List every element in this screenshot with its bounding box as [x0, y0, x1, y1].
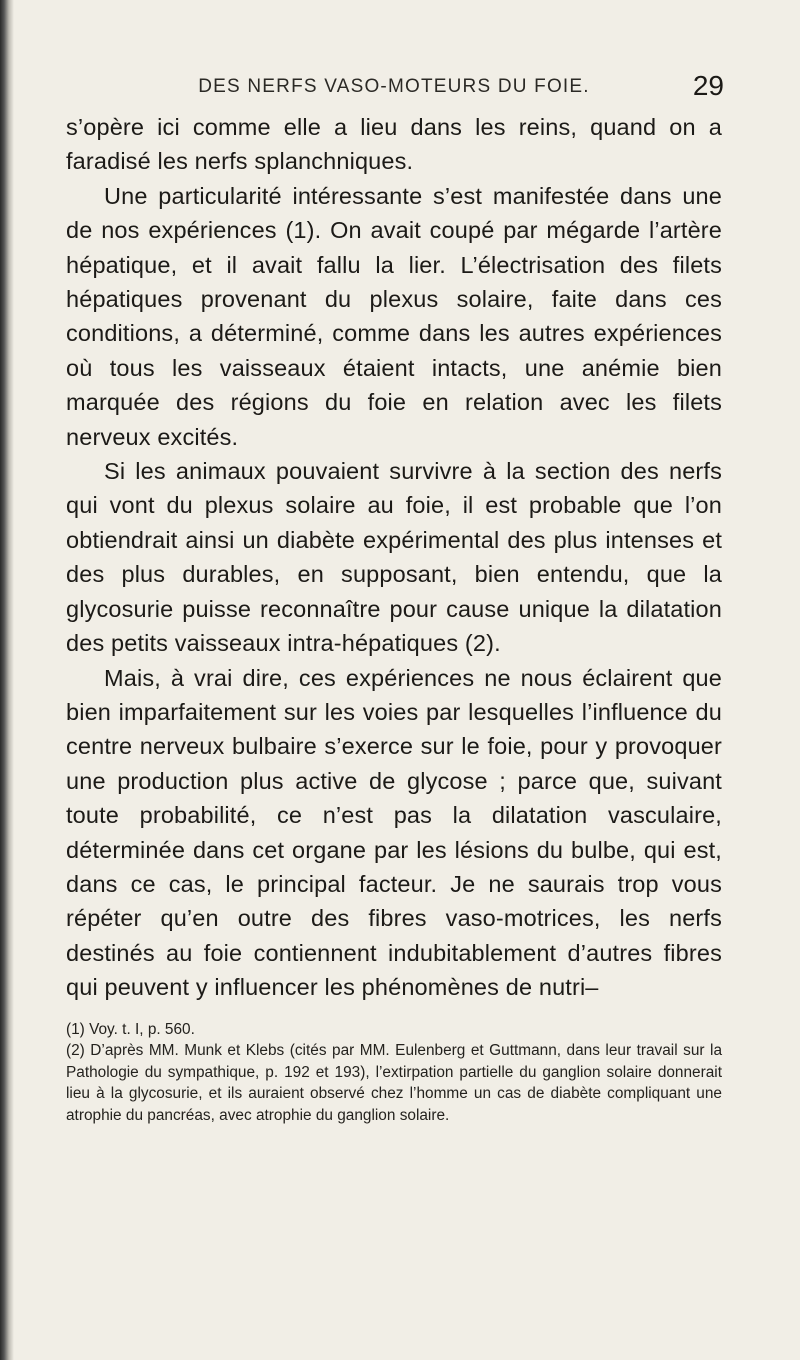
footnote-1: (1) Voy. t. I, p. 560.: [66, 1020, 195, 1038]
running-title: DES NERFS VASO-MOTEURS DU FOIE.: [198, 76, 590, 97]
book-page: [66, 70, 722, 1127]
paragraph: Si les animaux pouvaient survivre à la section des nerfs qui vont du plexus solaire au foie, il est probable que l’on obtiendrait ainsi un diabète expérimental des plus intenses et des plus durables, en supposant, bien entendu, que la glycosurie puisse reconnaître pour cause unique la dilatation des petits vaisseaux intra-hépatiques (2).: [66, 458, 722, 657]
running-head: [66, 70, 722, 110]
footnote-2: (2) D’après MM. Munk et Klebs (cités par MM. Eulenberg et Guttmann, dans leur travail sur la Pathologie du sympathique, p. 192 et 193), l’extirpation partielle du ganglion solaire donnerait lieu à la glycosurie, et ils auraient observé chez l’homme un cas de diabète compliquant une atrophie du pancréas, avec atrophie du ganglion solaire.: [66, 1042, 722, 1124]
paragraph-continuation: s’opère ici comme elle a lieu dans les reins, quand on a faradisé les nerfs splanchniques.: [66, 114, 722, 175]
page-binding-edge: [0, 0, 14, 1360]
main-text: [66, 110, 722, 1005]
paragraph: Une particularité intéressante s’est manifestée dans une de nos expériences (1). On avait coupé par mégarde l’artère hépatique, et il avait fallu la lier. L’électrisation des filets hépatiques provenant du plexus solaire, faite dans ces conditions, a déterminé, comme dans les autres expériences où tous les vaisseaux étaient intacts, une anémie bien marquée des régions du foie en relation avec les filets nerveux excités.: [66, 182, 722, 450]
footnotes: [66, 1019, 722, 1127]
paragraph: Mais, à vrai dire, ces expériences ne nous éclairent que bien imparfaitement sur les voies par lesquelles l’influence du centre nerveux bulbaire s’exerce sur le foie, pour y provoquer une production plus active de glycose ; parce que, suivant toute probabilité, ce n’est pas la dilatation vasculaire, déterminée dans cet organe par les lésions du bulbe, qui est, dans ce cas, le principal facteur. Je ne saurais trop vous répéter qu’en outre des fibres vaso-motrices, les nerfs destinés au foie contiennent indubitablement d’autres fibres qui peuvent y influencer les phénomènes de nutri–: [66, 664, 722, 1001]
page-number: 29: [692, 70, 724, 101]
